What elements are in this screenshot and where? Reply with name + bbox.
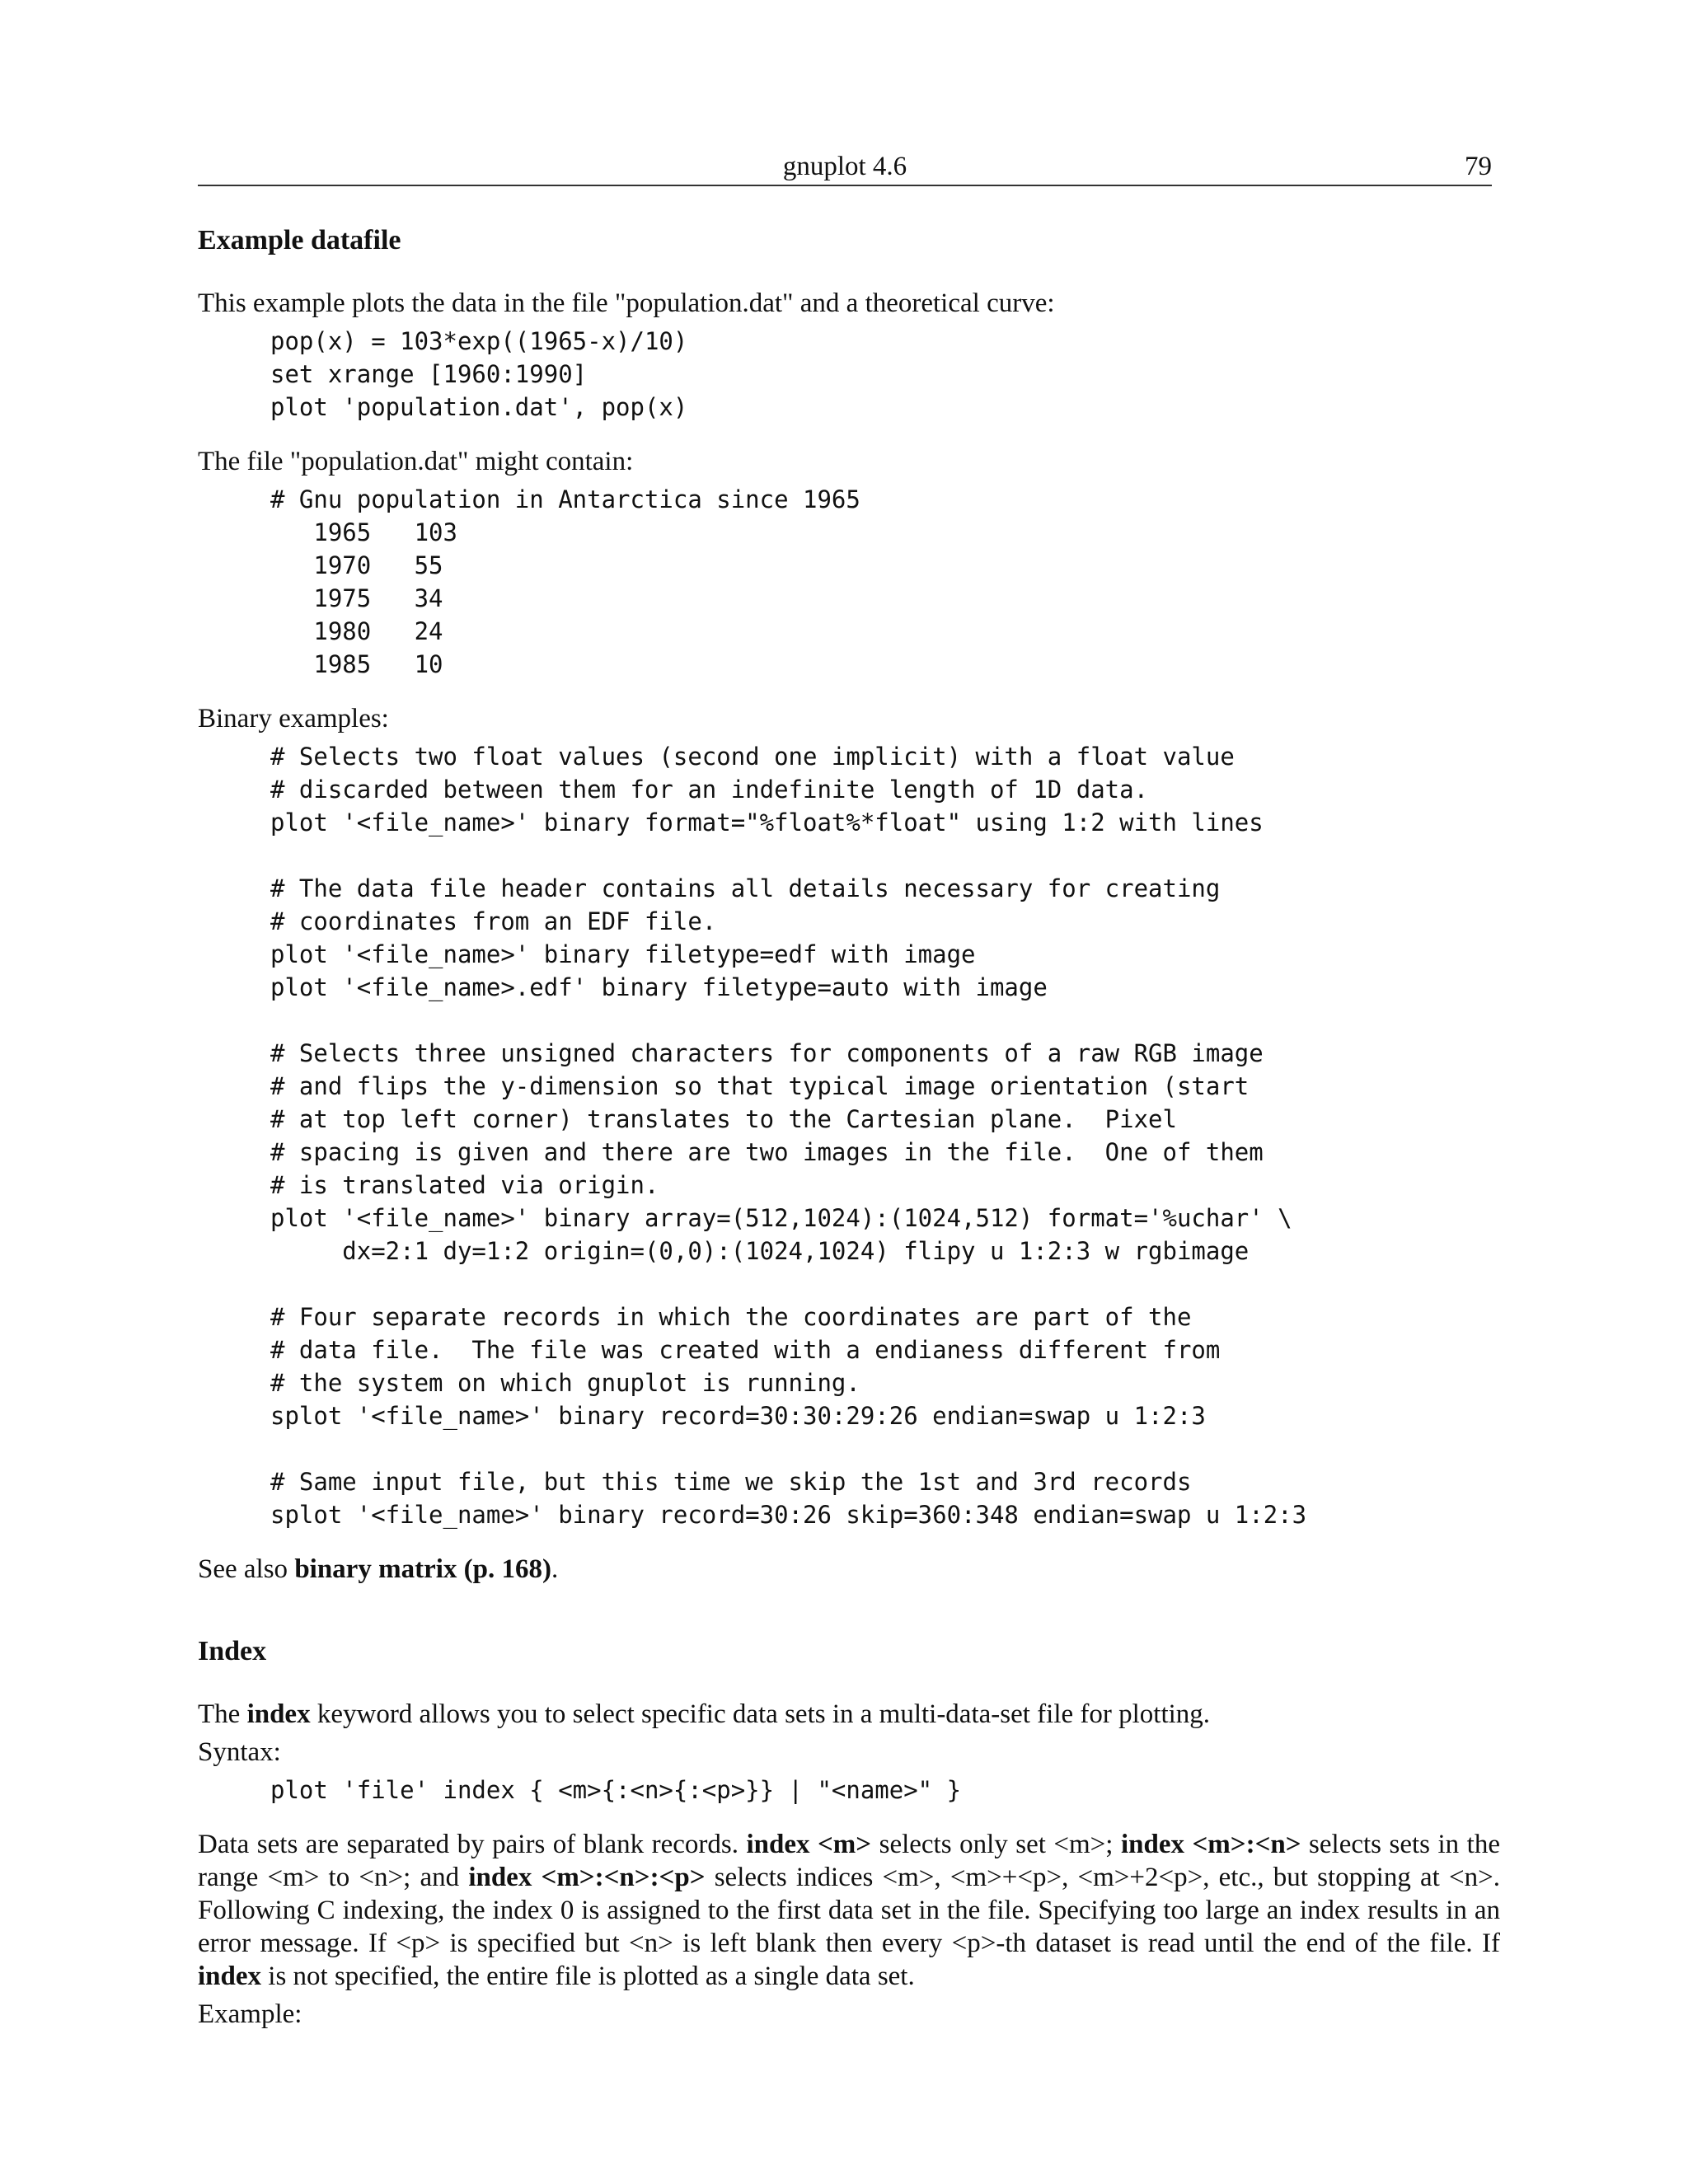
file-contents-intro: The file "population.dat" might contain: xyxy=(198,447,634,476)
index-intro-post: keyword allows you to select specific data sets in a multi-data-set file for plotting. xyxy=(310,1699,1211,1729)
code-block-population-data: # Gnu population in Antarctica since 1965 1965 103 1970 55 1975 34 1980 24 1985 10 xyxy=(270,485,860,678)
see-also-prefix: See also xyxy=(198,1554,295,1584)
desc-keyword-2: index <m>:<n> xyxy=(1120,1830,1301,1859)
index-intro-pre: The xyxy=(198,1699,247,1729)
syntax-label: Syntax: xyxy=(198,1737,281,1767)
desc-text-3: selects sets in the range <m> to <n>; and xyxy=(198,1830,1500,1892)
see-also-link[interactable]: binary matrix (p. 168) xyxy=(294,1554,551,1584)
desc-keyword-3: index <m>:<n>:<p> xyxy=(468,1863,706,1892)
page-header xyxy=(198,148,1492,186)
code-block-pop-function: pop(x) = 103*exp((1965-x)/10) set xrange [1960:1990] plot 'population.dat', pop(x) xyxy=(270,327,688,421)
desc-text-5: is not specified, the entire file is plotted as a single data set. xyxy=(261,1961,915,1991)
example-label: Example: xyxy=(198,1999,302,2029)
desc-text-1: Data sets are separated by pairs of blank records. xyxy=(198,1830,747,1859)
example-intro-text: This example plots the data in the file "population.dat" and a theoretical curve: xyxy=(198,288,1055,318)
page-number: 79 xyxy=(1465,152,1492,181)
desc-text-2: selects only set <m>; xyxy=(871,1830,1121,1859)
index-description-paragraph xyxy=(198,1828,1500,1993)
code-block-binary-examples: # Selects two float values (second one implicit) with a float value # discarded between them for an indefinite length of 1D data. plot '<file_name>' binary format="%float%*float" using 1:2 with lines # The data file header contains all details necessary for creating # coordinates from an EDF file. plot '<file_name>' binary filetype=edf with image plot '<file_name>.edf' binary filetype=auto with image # Selects three unsigned characters for components of a raw RGB image # and flips the y-dimension so that typical image orientation (start # at top left corner) translates to the Cartesian plane. Pixel # spacing is given and there are two images in the file. One of them # is translated via origin. plot '<file_name>' binary array=(512,1024):(1024,512) format='%uchar' \ dx=2:1 dy=1:2 origin=(0,0):(1024,1024) flipy u 1:2:3 w rgbimage # Four separate records in which the coordinates are part of the # data file. The file was created with a endianess different from # the system on which gnuplot is running. splot '<file_name>' binary record=30:30:29:26 endian=swap u 1:2:3 # Same input file, but this time we skip the 1st and 3rd records splot '<file_name>' binary record=30:26 skip=360:348 endian=swap u 1:2:3 xyxy=(270,743,1307,1529)
running-title: gnuplot 4.6 xyxy=(782,152,907,181)
see-also-suffix: . xyxy=(551,1554,559,1584)
index-intro-paragraph xyxy=(198,1698,1500,1731)
see-also-paragraph xyxy=(198,1553,1500,1586)
binary-examples-label: Binary examples: xyxy=(198,704,389,733)
desc-text-4: selects indices <m>, <m>+<p>, <m>+2<p>, etc., but stopping at <n>. Following C indexing, the index 0 is assigned to the first data set in the file. Specifying too large an index results in an error message. If <p> is specified but <n> is left blank then every <p>-th dataset is read until the end of the file. If xyxy=(198,1863,1500,1958)
desc-keyword-1: index <m> xyxy=(746,1830,872,1859)
desc-keyword-4: index xyxy=(198,1961,262,1991)
page-content xyxy=(198,224,1500,2031)
code-block-index-syntax: plot 'file' index { <m>{:<n>{:<p>}} | "<name>" } xyxy=(270,1776,962,1804)
index-keyword: index xyxy=(246,1699,311,1729)
section-heading-example-datafile: Example datafile xyxy=(198,225,401,255)
section-heading-index: Index xyxy=(198,1636,267,1666)
